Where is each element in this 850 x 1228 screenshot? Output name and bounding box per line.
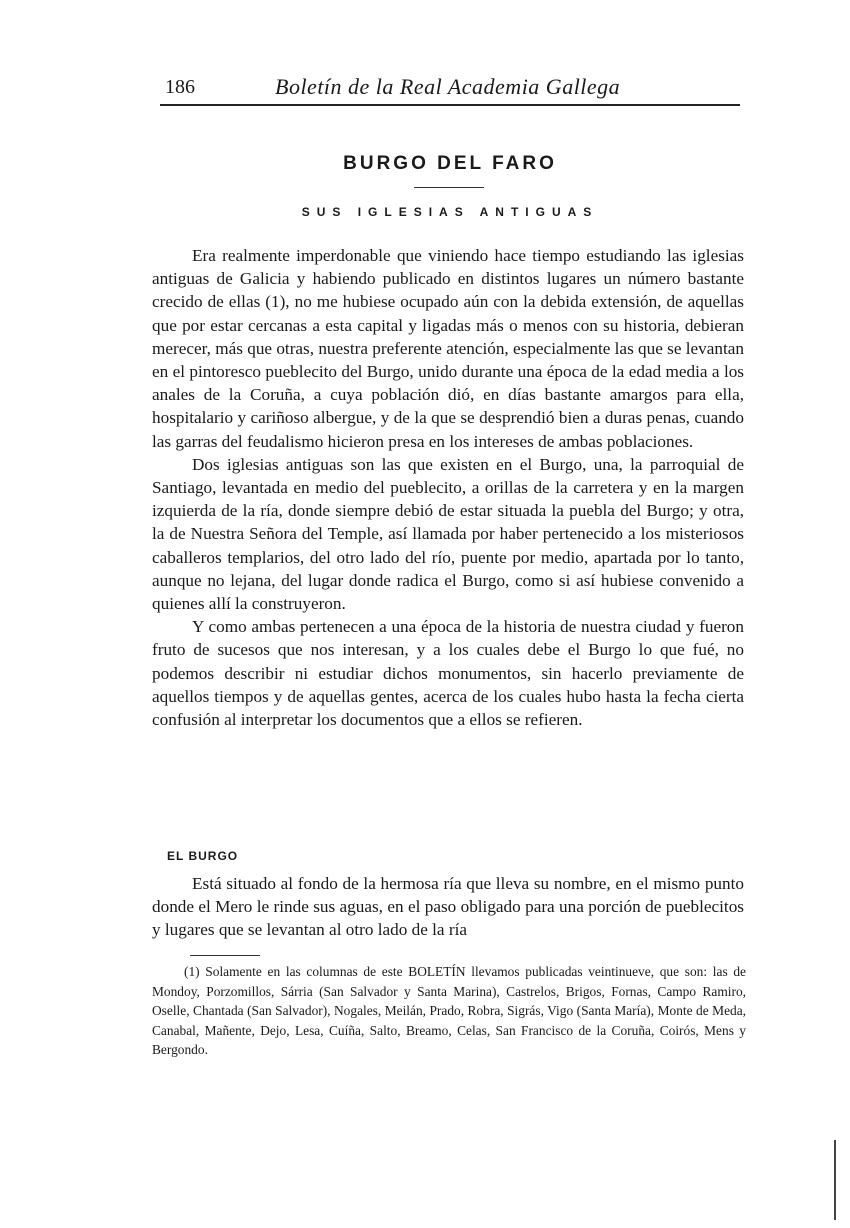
paragraph: Dos iglesias antiguas son las que existen en el Burgo, una, la parroquial de Santiago, levantada en medio del pueblecito, a orillas de la carretera y en la margen izquierda de la ría, donde siempre debió de estar situada la puebla del Burgo; y otra, la de Nuestra Señora del Temple, así llamada por haber pertenecido a los misteriosos caballeros templarios, del otro lado del río, puente por medio, apartada por lo tanto, aunque no lejana, del lugar donde radica el Burgo, como si así hubiese convenido a quienes allí la construyeron. (152, 454, 744, 614)
paragraph: Era realmente imperdonable que viniendo hace tiempo estudiando las iglesias antiguas de Galicia y habiendo publicado en distintos lugares un número bastante crecido de ellas (1), no me hubiese ocupado aún con la debida extensión, de aquellas que por estar cercanas a esta capital y ligadas más o menos con su historia, debieran merecer, más que otras, nuestra preferente atención, especialmente las que se levantan en el pintoresco pueblecito del Burgo, unido durante una época de la edad media a los anales de la Coruña, a cuya población dió, en días bastante amargos para ella, hospitalario y cariñoso albergue, y de la que se desprendió bien a duras penas, cuando las garras del feudalismo hicieron presa en los intereses de ambas poblaciones. (152, 246, 744, 451)
footnote-divider (190, 955, 260, 956)
article-title: BURGO DEL FARO (343, 153, 557, 174)
margin-mark (834, 1140, 842, 1220)
footnote (152, 962, 746, 1060)
title-divider (414, 187, 484, 188)
article-body (152, 244, 744, 731)
running-head (165, 74, 739, 104)
section-heading: EL BURGO (167, 849, 239, 863)
footnote-text: (1) Solamente en las columnas de este BOLETÍN llevamos publicadas veintinueve, que son: las de Mondoy, Porzomillos, Sárria (San Salvador y Santa Marina), Castrelos, Brigos, Fornas, Campo Ramiro, Oselle, Chantada (San Salvador), Nogales, Meilán, Prado, Robra, Sigrás, Vigo (Santa María), Monte de Meda, Canabal, Mañente, Dejo, Lesa, Cuíña, Salto, Breamo, Celas, San Francisco de la Coruña, Coirós, Mens y Bergondo. (152, 964, 746, 1057)
paragraph: Está situado al fondo de la hermosa ría que lleva su nombre, en el mismo punto donde el Mero le rinde sus aguas, en el paso obligado para una porción de pueblecitos y lugares que se levantan al otro lado de la ría (152, 874, 744, 940)
section-body (152, 872, 744, 942)
paragraph: Y como ambas pertenecen a una época de la historia de nuestra ciudad y fueron fruto de sucesos que nos interesan, y a los cuales debe el Burgo lo que fué, no podemos describir ni estudiar dichos monumentos, sin hacerlo previamente de aquellos tiempos y de aquellas gentes, acerca de los cuales hubo hasta la fecha cierta confusión al interpretar los documentos que a ellos se refieren. (152, 617, 744, 730)
page-number: 186 (165, 76, 195, 98)
header-rule (160, 104, 740, 106)
article-subtitle: SUS IGLESIAS ANTIGUAS (301, 205, 599, 219)
journal-title: Boletín de la Real Academia Gallega (275, 74, 621, 99)
